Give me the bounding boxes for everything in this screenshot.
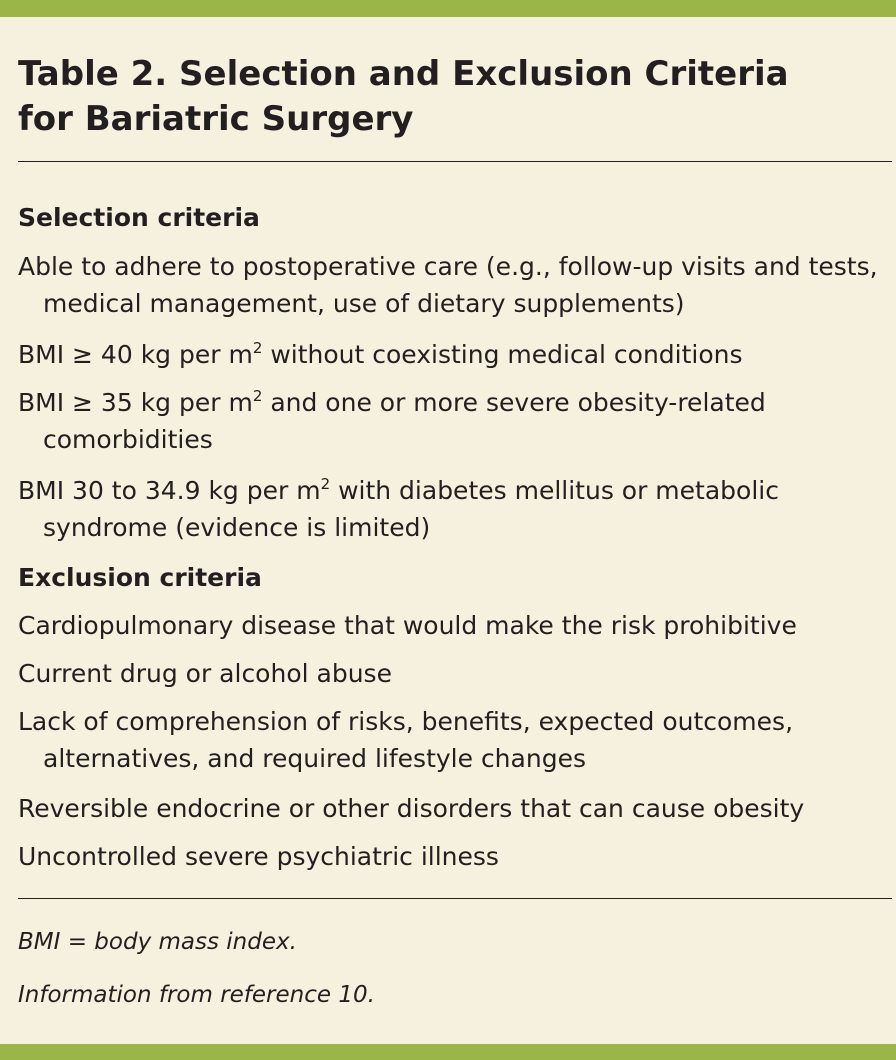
superscript-2: 2 — [320, 475, 331, 493]
footnote-abbreviation: BMI = body mass index. — [18, 929, 297, 955]
superscript-2: 2 — [252, 387, 263, 405]
selection-item-bmi-35-text: BMI ≥ 35 kg per m — [18, 388, 253, 417]
top-divider — [18, 161, 892, 162]
selection-item-bmi-40-text: BMI ≥ 40 kg per m — [18, 340, 253, 369]
superscript-2: 2 — [252, 339, 263, 357]
exclusion-item-psychiatric: Uncontrolled severe psychiatric illness — [18, 842, 499, 871]
selection-item-bmi-35-rest: and one or more severe obesity-related comorbidities — [43, 388, 766, 454]
selection-criteria-heading: Selection criteria — [18, 203, 260, 232]
table-title — [18, 52, 878, 142]
selection-item-bmi-40 — [18, 336, 878, 373]
selection-item-bmi-30 — [18, 472, 878, 546]
exclusion-item-drug-alcohol: Current drug or alcohol abuse — [18, 659, 392, 688]
footnote-reference: Information from reference 10. — [18, 982, 375, 1008]
title-line-1: Table 2. Selection and Exclusion Criteria — [18, 54, 789, 94]
bottom-divider — [18, 898, 892, 899]
exclusion-item-cardiopulmonary: Cardiopulmonary disease that would make the risk prohibitive — [18, 611, 797, 640]
selection-item-bmi-35 — [18, 384, 878, 458]
selection-item-bmi-40-rest: without coexisting medical conditions — [262, 340, 743, 369]
exclusion-criteria-heading: Exclusion criteria — [18, 563, 262, 592]
exclusion-item-comprehension: Lack of comprehension of risks, benefits, expected outcomes, alternatives, and required lifestyle changes — [18, 707, 794, 773]
selection-item-adherence: Able to adhere to postoperative care (e.g., follow-up visits and tests, medical management, use of dietary supplements) — [18, 252, 878, 318]
selection-item-bmi-30-text: BMI 30 to 34.9 kg per m — [18, 476, 321, 505]
exclusion-item-endocrine: Reversible endocrine or other disorders that can cause obesity — [18, 794, 805, 823]
bottom-accent-bar — [0, 1044, 896, 1060]
title-line-2: for Bariatric Surgery — [18, 99, 414, 139]
selection-item-bmi-30-rest: with diabetes mellitus or metabolic syndrome (evidence is limited) — [43, 476, 779, 542]
top-accent-bar — [0, 0, 896, 17]
